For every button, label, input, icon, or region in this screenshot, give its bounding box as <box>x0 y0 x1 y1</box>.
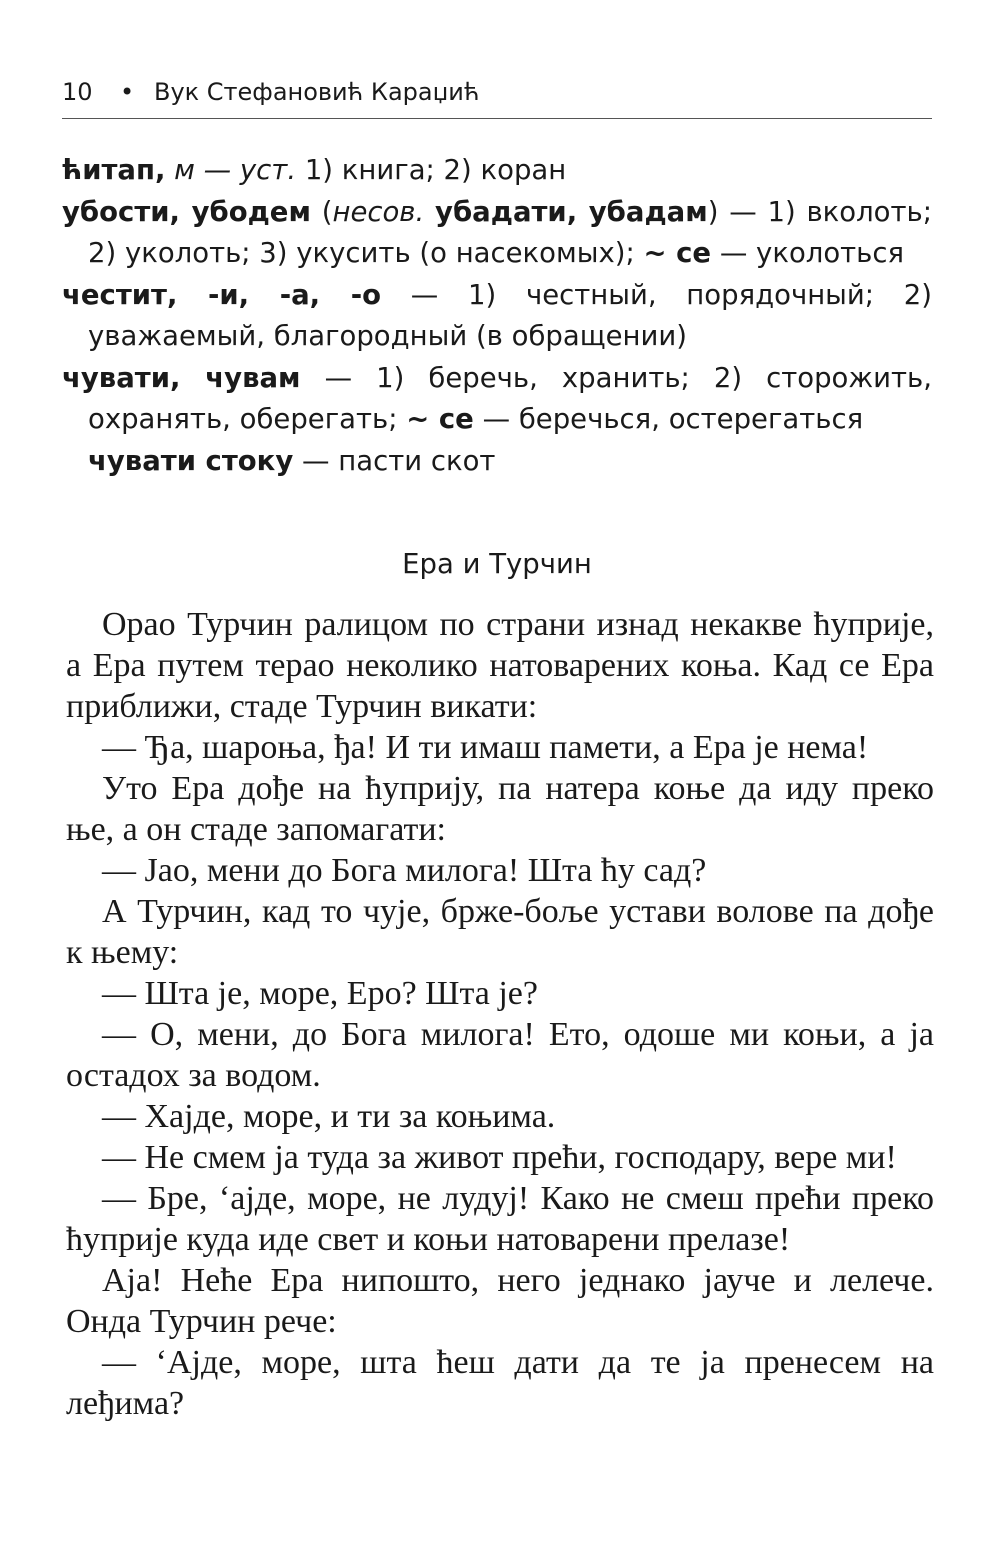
reflexive-definition: — уколоться <box>719 237 905 269</box>
glossary-entry <box>62 275 932 358</box>
phrase-definition: — пасти скот <box>302 444 496 477</box>
glossary-phrase <box>62 441 932 483</box>
story-title: Ера и Турчин <box>402 548 592 580</box>
glossary-term: честит, -и, -а, -о <box>62 278 381 311</box>
glossary-term: чувати, чувам <box>62 361 301 394</box>
story-paragraph: — Не смем ја туда за живот прећи, господару, вере ми! <box>102 1139 897 1176</box>
glossary-term: ћитап, <box>62 154 166 186</box>
story-body <box>66 604 934 1424</box>
glossary-definition: — 1) честный, порядочный; 2) уважаемый, благородный (в обращении) <box>88 278 932 352</box>
glossary-entry <box>62 150 932 192</box>
reflexive-marker: ~ се <box>406 403 474 435</box>
header-separator: • <box>120 78 135 106</box>
story-paragraph: Аја! Неће Ера нипошто, него једнако јауче и лелече. Онда Турчин рече: <box>66 1262 934 1340</box>
running-head-author: Вук Стефановић Караџић <box>154 78 480 106</box>
page-header <box>62 74 932 119</box>
phrase-term: чувати стоку <box>88 444 294 477</box>
glossary-term: убости, убодем <box>62 195 311 228</box>
page-number: 10 <box>62 78 93 106</box>
glossary-definition: 1) книга; 2) коран <box>304 154 567 186</box>
story-paragraph: Орао Турчин ралицом по страни изнад некакве ћуприје, а Ера путем терао неколико натоварених коња. Кад се Ера приближи, стаде Турчин викати: <box>66 606 934 725</box>
grammar-note: несов. <box>332 195 425 228</box>
glossary-definition: ) — 1) вколоть; 2) уколоть; 3) укусить (о насекомых); <box>88 195 932 269</box>
grammar-note: м — уст. <box>174 154 297 186</box>
story-paragraph: А Турчин, кад то чује, брже-боље устави волове па дође к њему: <box>66 893 934 971</box>
glossary <box>62 150 932 482</box>
glossary-entry <box>62 192 932 275</box>
story-paragraph: — О, мени, до Бога милога! Ето, одоше ми коњи, а ја остадох за водом. <box>66 1016 934 1094</box>
paren-open: ( <box>321 195 333 228</box>
glossary-definition: — 1) беречь, хранить; 2) сторожить, охранять, оберегать; <box>88 361 932 435</box>
story-paragraph: — Бре, ‘ајде, море, не лудуј! Како не смеш прећи преко ћуприје куда иде свет и коњи натоварени прелазе! <box>66 1180 934 1258</box>
story-paragraph: — Хајде, море, и ти за коњима. <box>102 1098 556 1135</box>
story-paragraph: — Ђа, шароња, ђа! И ти имаш памети, а Ера је нема! <box>102 729 869 766</box>
story-paragraph: — ‘Ајде, море, шта ћеш дати да те ја пренесем на леђима? <box>66 1344 934 1422</box>
reflexive-marker: ~ се <box>643 237 712 269</box>
glossary-term-imperfective: убадати, убадам <box>435 195 708 228</box>
reflexive-definition: — беречься, остерегаться <box>482 403 864 435</box>
story-paragraph: — Шта је, море, Еро? Шта је? <box>102 975 538 1012</box>
story-paragraph: Уто Ера дође на ћуприју, па натера коње да иду преко ње, а он стаде запомагати: <box>66 770 934 848</box>
story-paragraph: — Јао, мени до Бога милога! Шта ћу сад? <box>102 852 707 889</box>
glossary-entry <box>62 358 932 441</box>
